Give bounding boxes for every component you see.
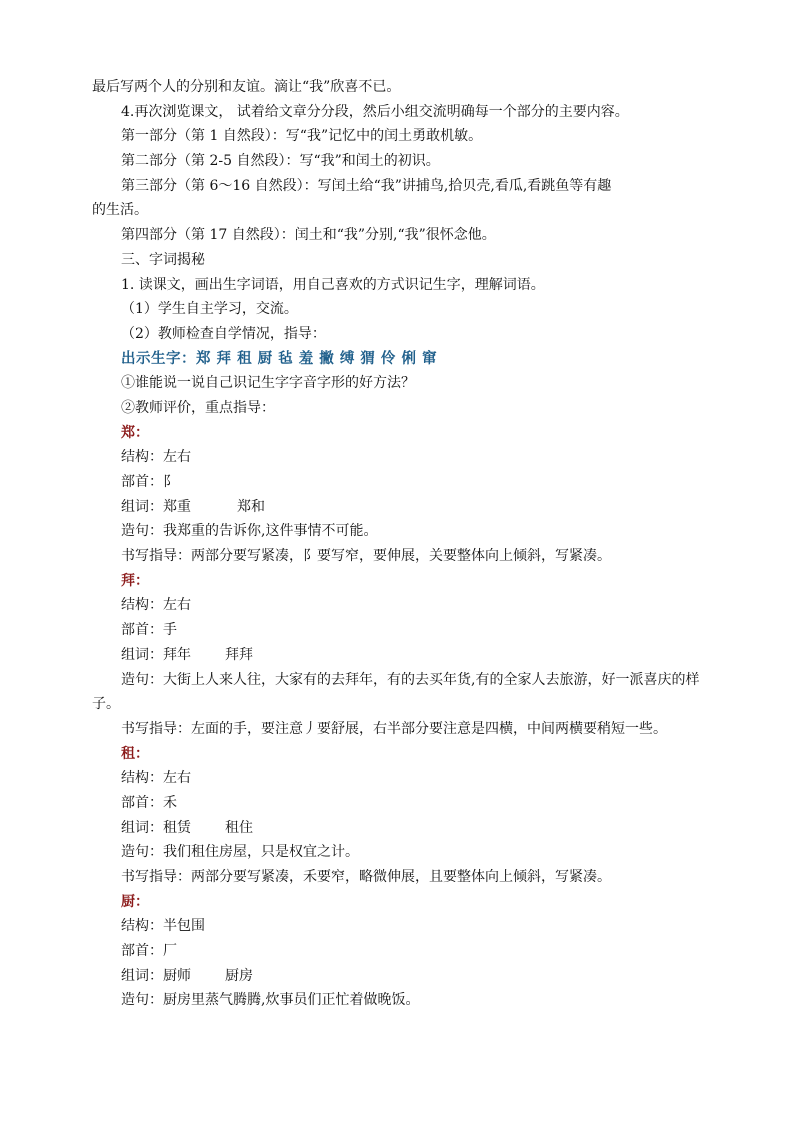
new-characters-line: 出示生字：郑 拜 租 厨 毡 羞 撇 缚 猬 伶 俐 窜 bbox=[121, 350, 438, 367]
char-radical: 部首：阝 bbox=[121, 474, 177, 490]
char-sentence: 造句：大街上人来人往，大家有的去拜年，有的去买年货,有的全家人去旅游，好一派喜庆的样子。 bbox=[92, 671, 700, 713]
text-line: 的生活。 bbox=[92, 202, 148, 219]
char-words-second: 租住 bbox=[225, 819, 253, 836]
char-sentence: 造句：我们租住房屋，只是权宜之计。 bbox=[121, 844, 359, 861]
char-structure: 结构：半包围 bbox=[121, 918, 205, 935]
text-line: ①谁能说一说自己识记生字字音字形的好方法？ bbox=[121, 375, 415, 392]
text-line: 第二部分（第 2-5 自然段）：写“我”和闰土的初识。 bbox=[121, 153, 440, 170]
text-line: （1）学生自主学习，交流。 bbox=[121, 301, 298, 318]
char-radical: 部首：手 bbox=[121, 622, 177, 639]
char-heading: 租： bbox=[121, 745, 149, 762]
char-writing: 书写指导：两部分要写紧凑，阝要写窄，要伸展，关要整体向上倾斜，写紧凑。 bbox=[121, 548, 611, 565]
char-words-second: 郑和 bbox=[237, 498, 265, 515]
char-words-first: 组词：厨师 bbox=[121, 967, 191, 984]
char-heading: 郑： bbox=[121, 424, 149, 441]
char-radical: 部首：厂 bbox=[121, 943, 177, 960]
char-words-second: 拜拜 bbox=[225, 646, 253, 663]
char-sentence: 造句：我郑重的告诉你,这件事情不可能。 bbox=[121, 523, 378, 540]
char-writing: 书写指导：两部分要写紧凑，禾要窄，略微伸展，且要整体向上倾斜，写紧凑。 bbox=[121, 869, 611, 886]
char-sentence: 造句：厨房里蒸气腾腾,炊事员们正忙着做晚饭。 bbox=[121, 992, 420, 1009]
char-words-first: 组词：租赁 bbox=[121, 819, 191, 836]
char-radical: 部首：禾 bbox=[121, 794, 177, 811]
document-body bbox=[92, 75, 704, 1013]
text-line: 最后写两个人的分别和友谊。滴让“我”欣喜不已。 bbox=[92, 79, 401, 95]
char-words-first: 组词：郑重 bbox=[121, 498, 191, 515]
text-line: 1. 读课文，画出生字词语，用自己喜欢的方式识记生字，理解词语。 bbox=[121, 276, 545, 293]
char-structure: 结构：左右 bbox=[121, 770, 191, 787]
text-line: 4.再次浏览课文， 试着给文章分分段，然后小组交流明确每一个部分的主要内容。 bbox=[121, 103, 629, 120]
text-line: 第四部分（第 17 自然段）：闰土和“我”分别,“我”很怀念他。 bbox=[121, 227, 496, 244]
char-words bbox=[92, 495, 704, 520]
char-writing: 书写指导：左面的手，要注意丿要舒展，右半部分要注意是四横，中间两横要稍短一些。 bbox=[121, 720, 667, 737]
char-heading: 厨： bbox=[121, 893, 149, 910]
section-heading: 三、字词揭秘 bbox=[121, 251, 205, 268]
char-words bbox=[92, 816, 704, 841]
char-words bbox=[92, 964, 704, 989]
char-words bbox=[92, 643, 704, 668]
char-structure: 结构：左右 bbox=[121, 449, 191, 466]
char-structure: 结构：左右 bbox=[121, 597, 191, 614]
char-words-second: 厨房 bbox=[225, 967, 253, 984]
text-line: 第一部分（第 1 自然段）：写“我”记忆中的闰土勇敢机敏。 bbox=[121, 128, 483, 145]
text-line: （2）教师检查自学情况，指导： bbox=[121, 325, 326, 342]
char-heading: 拜： bbox=[121, 572, 149, 589]
char-words-first: 组词：拜年 bbox=[121, 646, 191, 663]
text-line: ②教师评价，重点指导： bbox=[121, 399, 275, 416]
text-line: 第三部分（第 6～16 自然段）：写闰土给“我”讲捕鸟,拾贝壳,看瓜,看跳鱼等有趣 bbox=[121, 177, 612, 194]
